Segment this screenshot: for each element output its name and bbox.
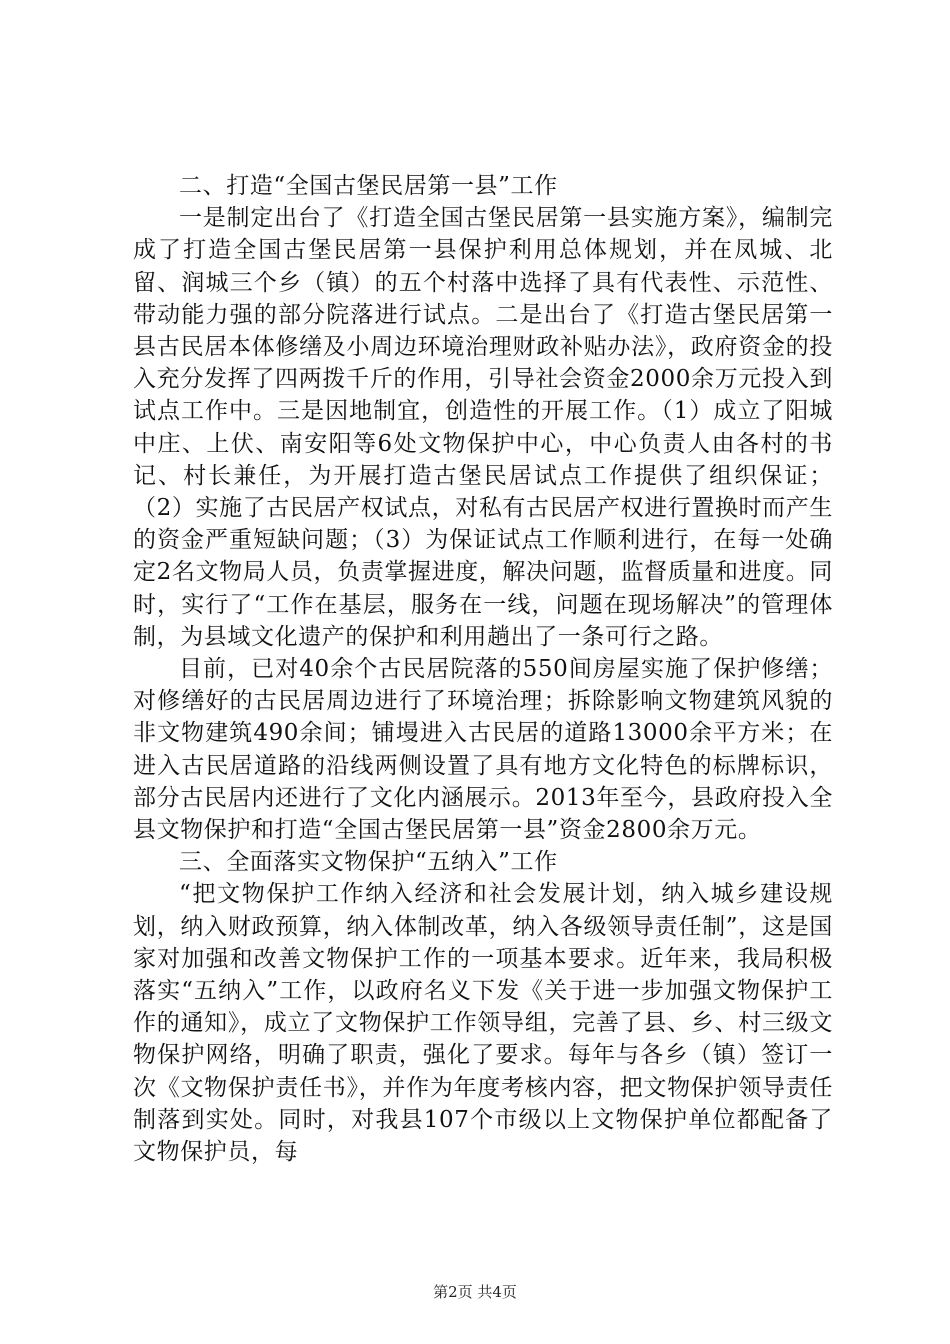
body-paragraph: “把文物保护工作纳入经济和社会发展计划，纳入城乡建设规划，纳入财政预算，纳入体制改革，纳入各级领导责任制”，这是国家对加强和改善文物保护工作的一项基本要求。近年来，我局积极落实“五纳入”工作，以政府名义下发《关于进一步加强文物保护工作的通知》，成立了文物保护工作领导组，完善了县、乡、村三级文物保护网络，明确了职责，强化了要求。每年与各乡（镇）签订一次《文物保护责任书》，并作为年度考核内容，把文物保护领导责任制落到实处。同时，对我县107个市级以上文物保护单位都配备了文物保护员，每 [133,881,833,1166]
body-paragraph: 目前，已对40余个古民居院落的550间房屋实施了保护修缮；对修缮好的古民居周边进行了环境治理；拆除影响文物建筑风貌的非文物建筑490余间；铺墁进入古民居的道路13000余平方米；在进入古民居道路的沿线两侧设置了具有地方文化特色的标牌标识，部分古民居内还进行了文化内涵展示。2013年至今，县政府投入全县文物保护和打造“全国古堡民居第一县”资金2800余万元。 [133,656,833,844]
page-total: 共4页 [477,1283,517,1301]
document-body [133,170,833,1168]
section-heading-3: 三、全面落实文物保护“五纳入”工作 [179,849,558,876]
page-footer [0,1282,950,1302]
section-heading-2: 二、打造“全国古堡民居第一县”工作 [179,173,558,199]
page-number: 第2页 [433,1283,473,1301]
body-paragraph: 一是制定出台了《打造全国古堡民居第一县实施方案》，编制完成了打造全国古堡民居第一县保护利用总体规划，并在凤城、北留、润城三个乡（镇）的五个村落中选择了具有代表性、示范性、带动能力强的部分院落进行试点。二是出台了《打造古堡民居第一县古民居本体修缮及小周边环境治理财政补贴办法》，政府资金的投入充分发挥了四两拨千斤的作用，引导社会资金2000余万元投入到试点工作中。三是因地制宜，创造性的开展工作。（1）成立了阳城中庄、上伏、南安阳等6处文物保护中心，中心负责人由各村的书记、村长兼任，为开展打造古堡民居试点工作提供了组织保证；（2）实施了古民居产权试点，对私有古民居产权进行置换时而产生的资金严重短缺问题；（3）为保证试点工作顺利进行，在每一处确定2名文物局人员，负责掌握进度，解决问题，监督质量和进度。同时，实行了“工作在基层，服务在一线，问题在现场解决”的管理体制，为县域文化遗产的保护和利用趟出了一条可行之路。 [133,205,833,650]
